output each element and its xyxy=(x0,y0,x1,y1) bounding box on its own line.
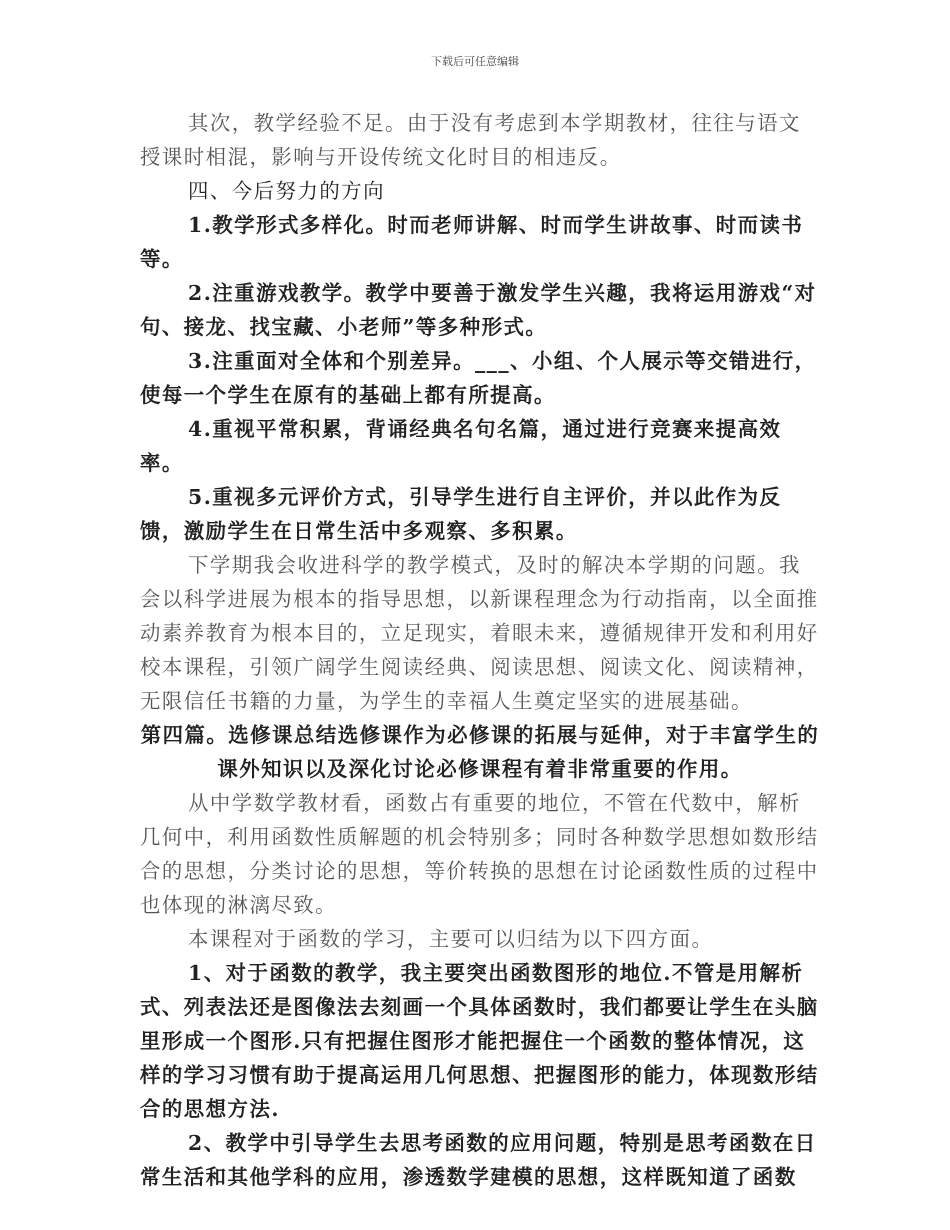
paragraph-function-importance: 从中学数学教材看，函数占有重要的地位，不管在代数中，解析几何中，利用函数性质解题的机会特别多；同时各种数学思想如数形结合的思想，分类讨论的思想，等价转换的思想在讨论函数性质的过程中也体现的淋漓尽致。 xyxy=(140,791,819,917)
paragraph-four-aspects: 本课程对于函数的学习，主要可以归结为以下四方面。 xyxy=(188,927,714,951)
paragraph-aspect-2: 2、教学中引导学生去思考函数的应用问题，特别是思考函数在日常生活和其他学科的应用，渗透数学建模的思想，这样既知道了函数 xyxy=(140,1131,817,1189)
list-item-4: 4.重视平常积累，背诵经典名句名篇，通过进行竞赛来提高效率。 xyxy=(140,417,782,475)
paragraph-aspect-1: 1、对于函数的教学，我主要突出函数图形的地位.不管是用解析式、列表法还是图像法去刻画一个具体函数时，我们都要让学生在头脑里形成一个图形.只有把握住图形才能把握住一个函数的整体情况，这样的学习习惯有助于提高运用几何思想、把握图形的能力，体现数形结合的思想方法. xyxy=(140,961,819,1121)
section-heading-future-direction: 四、今后努力的方向 xyxy=(188,179,386,203)
chapter-heading-part-four: 第四篇。选修课总结选修课作为必修课的拓展与延伸，对于丰富学生的课外知识以及深化讨论必修课程有着非常重要的作用。 xyxy=(140,723,820,781)
paragraph-next-semester: 下学期我会收进科学的教学模式，及时的解决本学期的问题。我会以科学进展为根本的指导思想，以新课程理念为行动指南，以全面推动素养教育为根本目的，立足现实，着眼未来，遵循规律开发和利用好校本课程，引领广阔学生阅读经典、阅读思想、阅读文化、阅读精神，无限信任书籍的力量，为学生的幸福人生奠定坚实的进展基础。 xyxy=(140,553,819,713)
document-body xyxy=(140,106,820,1194)
list-item-2: 2.注重游戏教学。教学中要善于激发学生兴趣，我将运用游戏“对句、接龙、找宝藏、小老师”等多种形式。 xyxy=(140,281,817,339)
list-item-1: 1.教学形式多样化。时而老师讲解、时而学生讲故事、时而读书等。 xyxy=(140,213,804,271)
page-header: 下载后可任意编辑 xyxy=(431,55,519,68)
list-item-5: 5.重视多元评价方式，引导学生进行自主评价，并以此作为反馈，激励学生在日常生活中多观察、多积累。 xyxy=(140,485,782,543)
paragraph-teaching-experience: 其次，教学经验不足。由于没有考虑到本学期教材，往往与语文授课时相混，影响与开设传统文化时目的相违反。 xyxy=(140,111,801,169)
list-item-3: 3.注重面对全体和个别差异。___、小组、个人展示等交错进行，使每一个学生在原有的基础上都有所提高。 xyxy=(140,349,817,407)
